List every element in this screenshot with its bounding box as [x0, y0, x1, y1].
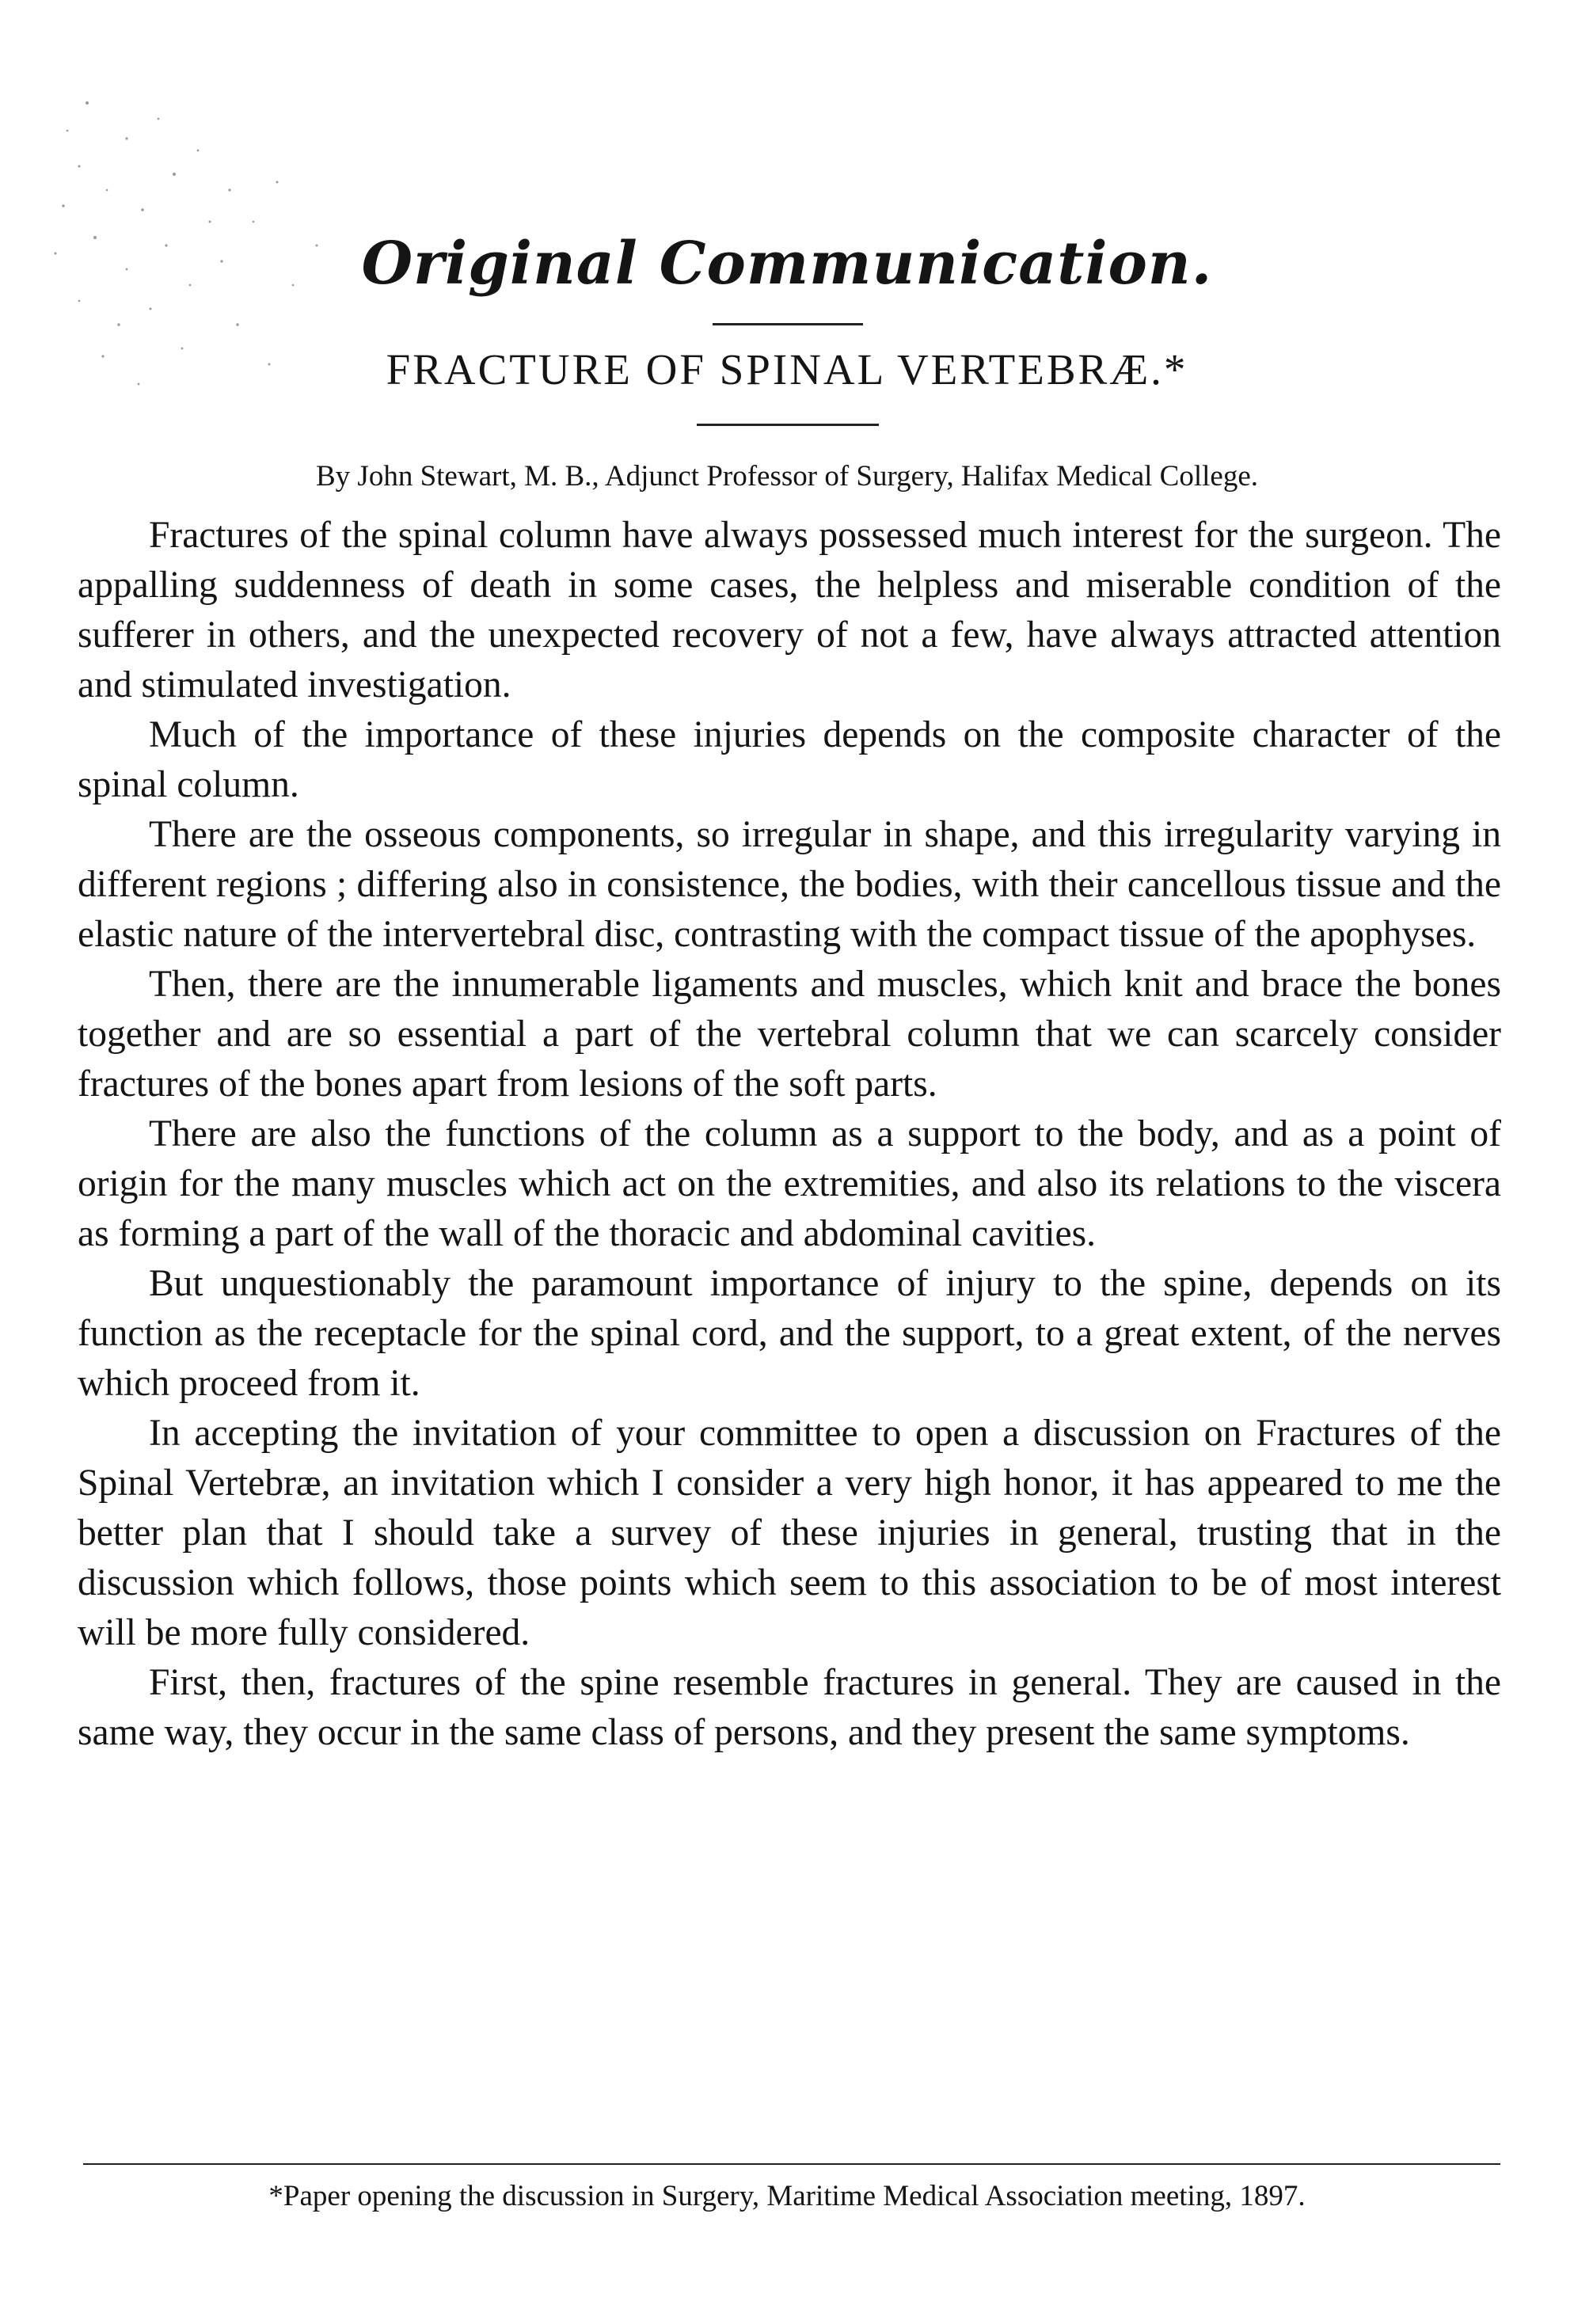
paragraph: There are also the functions of the column as a support to the body, and as a point of origin for the many muscles which act on the extremities, and also its relations to the viscera as forming a part of the wall of the thoracic and abdominal cavities. [78, 1113, 1501, 1254]
paragraph: In accepting the invitation of your committee to open a discussion on Fractures of the Spinal Vertebræ, an invitation which I consider a very high honor, it has appeared to me the better plan that I should take a survey of these injuries in general, trusting that in the discussion which follows, those points which seem to this association to be of most interest will be more fully considered. [78, 1413, 1501, 1653]
title-rule [697, 424, 879, 426]
article-title: FRACTURE OF SPINAL VERTEBRÆ.* [386, 345, 1188, 394]
paragraph: There are the osseous components, so irregular in shape, and this irregularity varying in different regions ; differing also in consistence, the bodies, with their cancellous tissue and the elastic nature of the intervertebral disc, contrasting with the compact tissue of the apophyses. [78, 814, 1501, 955]
paragraph: Fractures of the spinal column have always possessed much interest for the surgeon. The appalling suddenness of death in some cases, the helpless and miserable condition of the sufferer in others, and the unexpected recovery of not a few, have always attracted attention and stimulated investigation. [78, 515, 1501, 706]
section-heading: Original Communication. [361, 230, 1213, 298]
footnote: *Paper opening the discussion in Surgery, Maritime Medical Association meeting, 1897. [268, 2180, 1306, 2212]
paragraph: First, then, fractures of the spine resemble fractures in general. They are caused in the same way, they occur in the same class of persons, and they present the same symptoms. [78, 1662, 1501, 1753]
article-body [78, 511, 1501, 1758]
paragraph: But unquestionably the paramount importance of injury to the spine, depends on its function as the receptacle for the spinal cord, and the support, to a great extent, of the nerves which proceed from it. [78, 1263, 1501, 1404]
paragraph: Then, there are the innumerable ligaments and muscles, which knit and brace the bones together and are so essential a part of the vertebral column that we can scarcely consider fractures of the bones apart from lesions of the soft parts. [78, 964, 1501, 1105]
footnote-rule [83, 2163, 1500, 2165]
heading-rule [713, 323, 863, 325]
paragraph: Much of the importance of these injuries depends on the composite character of the spinal column. [78, 714, 1501, 805]
author-byline: By John Stewart, M. B., Adjunct Professor of Surgery, Halifax Medical College. [316, 460, 1258, 493]
